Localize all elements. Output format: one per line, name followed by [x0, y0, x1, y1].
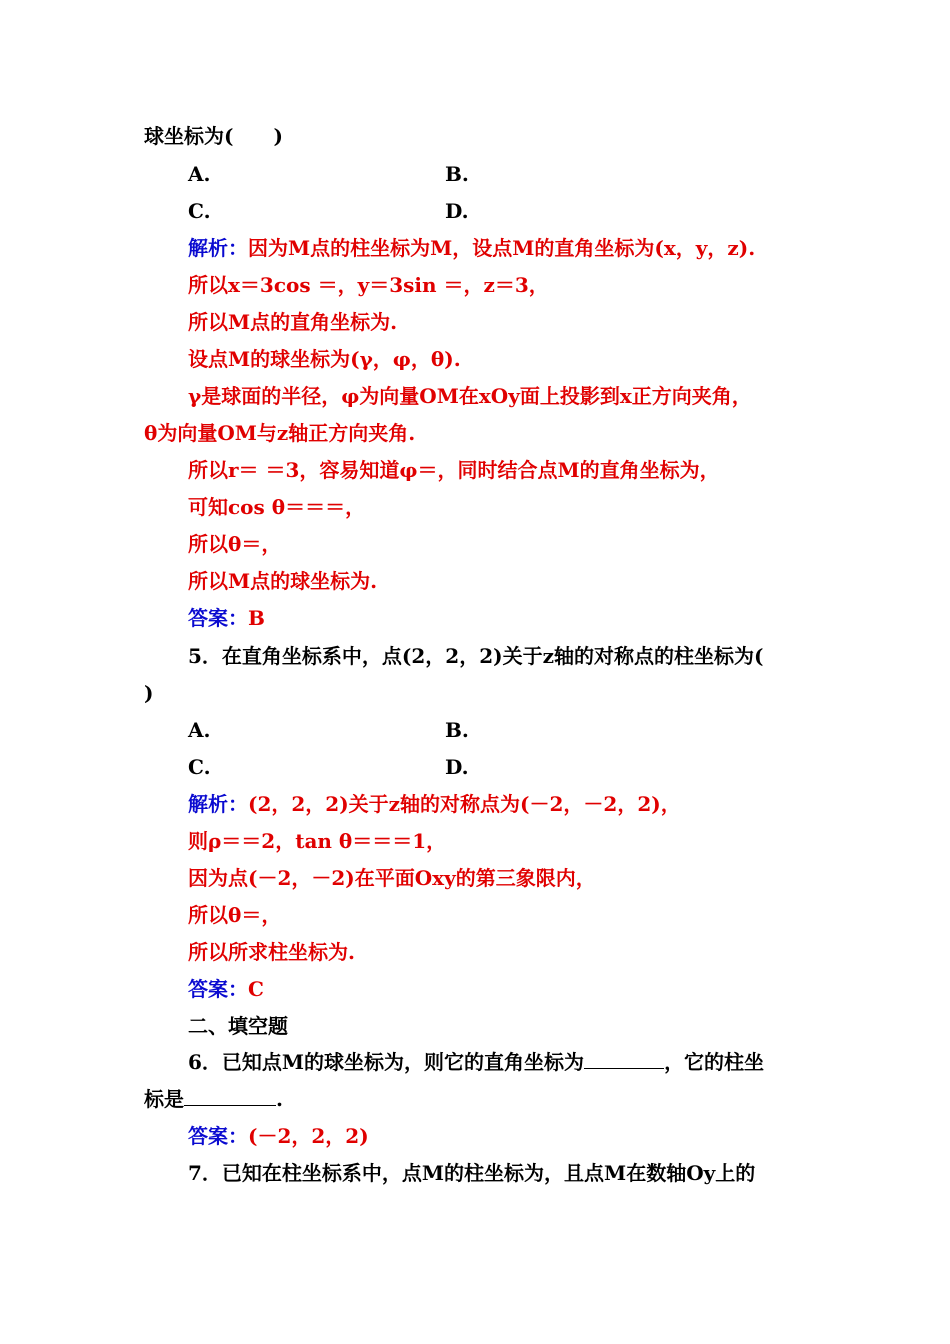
q4-analysis-line-10: 所以M点的球坐标为. — [188, 569, 378, 593]
q4-answer — [188, 606, 265, 630]
q5-option-c: C. — [188, 755, 211, 779]
q6-stem-c: 标是 — [144, 1087, 184, 1111]
q4-option-a: A. — [188, 162, 211, 186]
q5-stem-end: ) — [144, 681, 154, 705]
q5-analysis-label: 解析： — [188, 792, 248, 816]
q4-option-c: C. — [188, 199, 211, 223]
q4-stem-tail: 球坐标为( ) — [144, 124, 283, 148]
q4-analysis-line-8: 可知cos θ＝＝＝， — [188, 495, 366, 519]
q6-stem-b: ，它的柱坐 — [664, 1050, 765, 1074]
q5-answer-label: 答案： — [188, 977, 248, 1001]
q4-analysis-label: 解析： — [188, 236, 248, 260]
q5-analysis-line-5: 所以所求柱坐标为. — [188, 940, 355, 964]
q4-analysis-line-7: 所以r＝ ＝3，容易知道φ＝，同时结合点M的直角坐标为， — [188, 458, 720, 482]
q5-answer — [188, 977, 264, 1001]
q5-option-b: B. — [445, 718, 469, 742]
q4-answer-value: B — [248, 606, 265, 630]
q6-stem-line-2 — [144, 1087, 283, 1111]
q5-analysis-line-2: 则ρ＝＝2，tan θ＝＝＝1， — [188, 829, 447, 853]
q4-analysis-text-1: 因为M点的柱坐标为M，设点M的直角坐标为(x，y，z). — [248, 236, 756, 260]
q5-analysis-line-3: 因为点(－2，－2)在平面Oxy的第三象限内， — [188, 866, 596, 890]
q5-analysis-text-1: (2，2，2)关于z轴的对称点为(－2，－2，2)， — [248, 792, 681, 816]
q5-analysis-line-1 — [188, 792, 681, 816]
q6-answer — [188, 1124, 369, 1148]
q6-answer-value: (－2，2，2) — [248, 1124, 369, 1148]
q4-option-d: D. — [445, 199, 469, 223]
q6-answer-label: 答案： — [188, 1124, 248, 1148]
q4-analysis-line-5: γ是球面的半径，φ为向量OM在xOy面上投影到x正方向夹角， — [188, 384, 752, 408]
q4-analysis-line-3: 所以M点的直角坐标为. — [188, 310, 398, 334]
section-title: 二、填空题 — [188, 1014, 288, 1038]
q4-answer-label: 答案： — [188, 606, 248, 630]
q6-stem-line-1 — [188, 1050, 764, 1074]
q5-option-d: D. — [445, 755, 469, 779]
q4-analysis-line-1 — [188, 236, 755, 260]
q5-analysis-line-4: 所以θ＝， — [188, 903, 282, 927]
q6-blank-2 — [184, 1087, 276, 1106]
q4-option-b: B. — [445, 162, 469, 186]
q4-analysis-line-4: 设点M的球坐标为(γ，φ，θ). — [188, 347, 461, 371]
q5-answer-value: C — [248, 977, 264, 1001]
q6-blank-1 — [584, 1050, 664, 1069]
q4-analysis-line-2: 所以x＝3cos ＝，y＝3sin ＝，z＝3， — [188, 273, 549, 297]
q5-option-a: A. — [188, 718, 211, 742]
q4-analysis-line-6: θ为向量OM与z轴正方向夹角. — [144, 421, 416, 445]
q5-stem: 5．在直角坐标系中，点(2，2，2)关于z轴的对称点的柱坐标为( — [188, 644, 764, 668]
q6-stem-a: 6．已知点M的球坐标为，则它的直角坐标为 — [188, 1050, 585, 1074]
q6-stem-d: . — [276, 1087, 283, 1111]
q4-analysis-line-9: 所以θ＝， — [188, 532, 282, 556]
q7-stem: 7．已知在柱坐标系中，点M的柱坐标为，且点M在数轴Oy上的 — [188, 1161, 756, 1185]
